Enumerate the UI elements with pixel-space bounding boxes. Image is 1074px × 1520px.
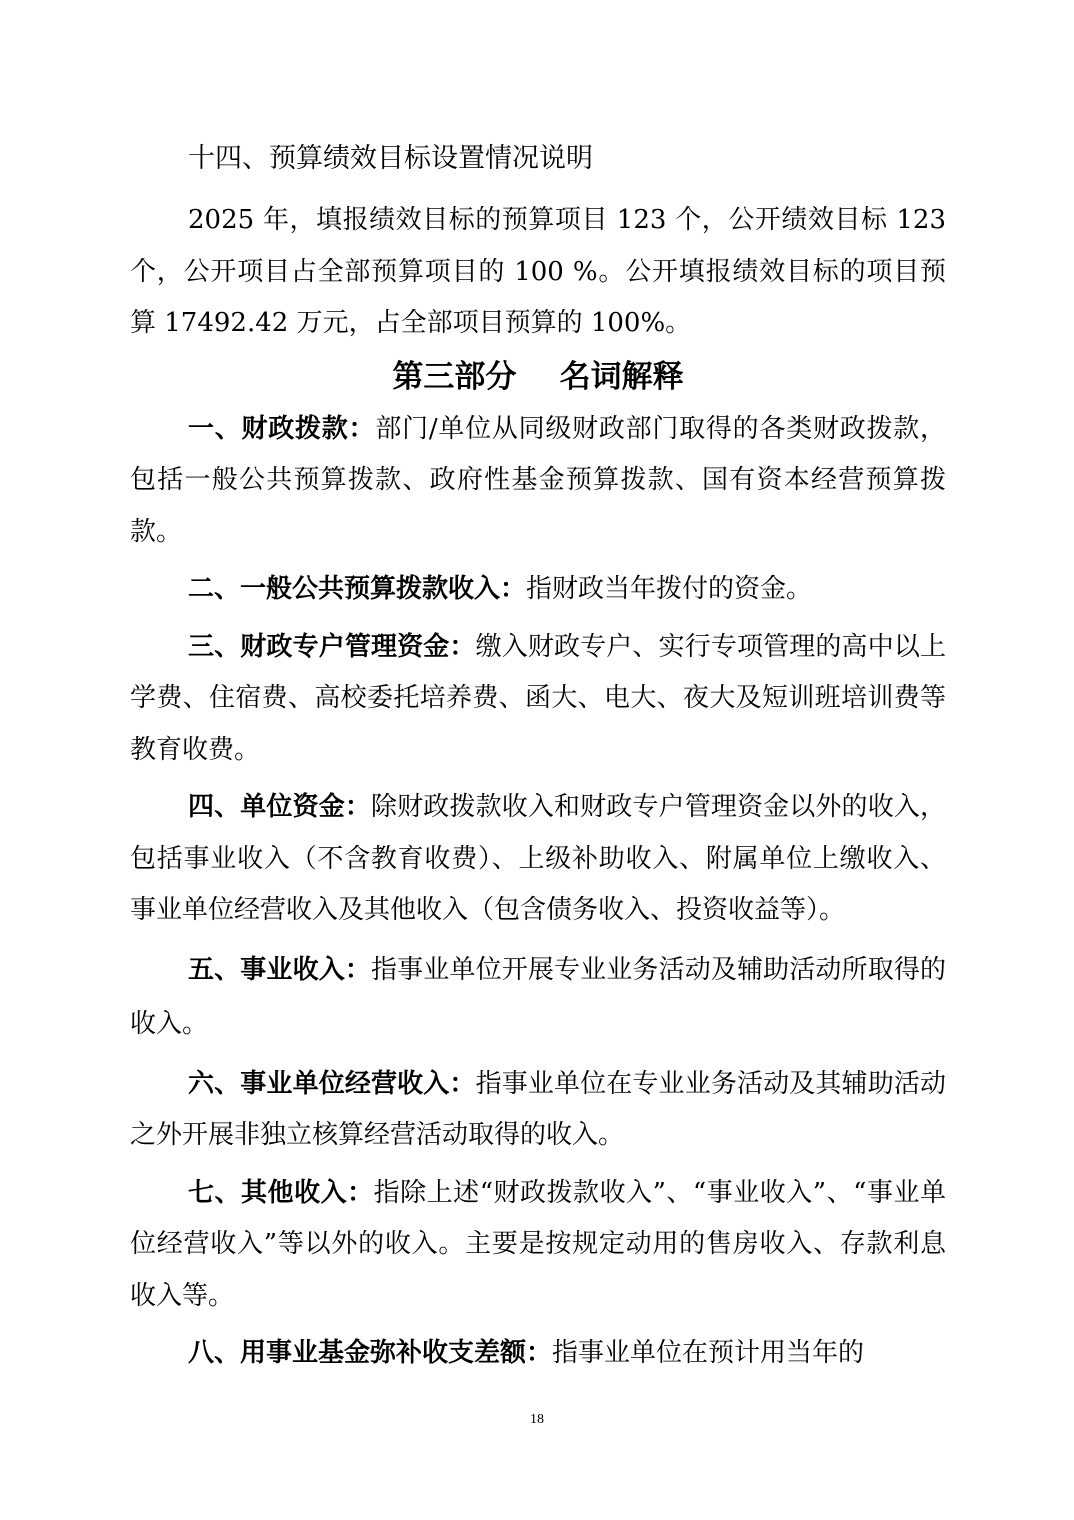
term-definition: 指事业单位在专业业务活动及其辅助活动之外开展非独立核算经营活动取得的收入。 — [130, 1068, 946, 1150]
term-label: 一、财政拨款： — [188, 413, 376, 444]
term-label: 三、财政专户管理资金： — [188, 631, 476, 662]
page-content — [130, 140, 946, 1380]
term-definition: 除财政拨款收入和财政专户管理资金以外的收入，包括事业收入（不含教育收费）、上级补助收入、附属单位上缴收入、事业单位经营收入及其他收入（包含债务收入、投资收益等）。 — [130, 792, 946, 925]
term-label: 四、单位资金： — [188, 792, 371, 822]
term-paragraph — [130, 622, 946, 777]
term-paragraph — [130, 404, 946, 559]
page-number: 18 — [530, 1412, 544, 1427]
term-definition: 指事业单位在预计用当年的 — [552, 1338, 865, 1368]
term-label: 六、事业单位经营收入： — [188, 1068, 476, 1099]
term-definition: 缴入财政专户、实行专项管理的高中以上学费、住宿费、高校委托培养费、函大、电大、夜大及短训班培训费等教育收费。 — [130, 631, 946, 765]
term-paragraph — [130, 564, 946, 616]
term-label: 八、用事业基金弥补收支差额： — [188, 1338, 553, 1368]
term-paragraph — [130, 1059, 946, 1162]
section-body: 2025 年，填报绩效目标的预算项目 123 个，公开绩效目标 123 个，公开项目占全部预算项目的 100 %。公开填报绩效目标的项目预算 17492.42 万元，占全部项目预算的 100%。 — [130, 205, 946, 338]
term-paragraph — [130, 782, 946, 937]
term-paragraph — [130, 943, 946, 1051]
term-paragraph — [130, 1168, 946, 1323]
part-title: 第三部分 名词解释 — [392, 358, 684, 395]
term-definition: 指事业单位开展专业业务活动及辅助活动所取得的收入。 — [130, 954, 946, 1039]
section-heading: 十四、预算绩效目标设置情况说明 — [188, 143, 593, 174]
term-paragraph — [130, 1328, 946, 1380]
term-definition: 部门/单位从同级财政部门取得的各类财政拨款，包括一般公共预算拨款、政府性基金预算拨款、国有资本经营预算拨款。 — [130, 413, 946, 547]
term-label: 七、其他收入： — [188, 1177, 374, 1208]
term-definition: 指财政当年拨付的资金。 — [526, 574, 813, 604]
term-label: 二、一般公共预算拨款收入： — [188, 574, 527, 604]
term-label: 五、事业收入： — [188, 954, 371, 985]
term-definition: 指除上述“财政拨款收入”、“事业收入”、“事业单位经营收入”等以外的收入。主要是按规定动用的售房收入、存款利息收入等。 — [130, 1177, 946, 1311]
